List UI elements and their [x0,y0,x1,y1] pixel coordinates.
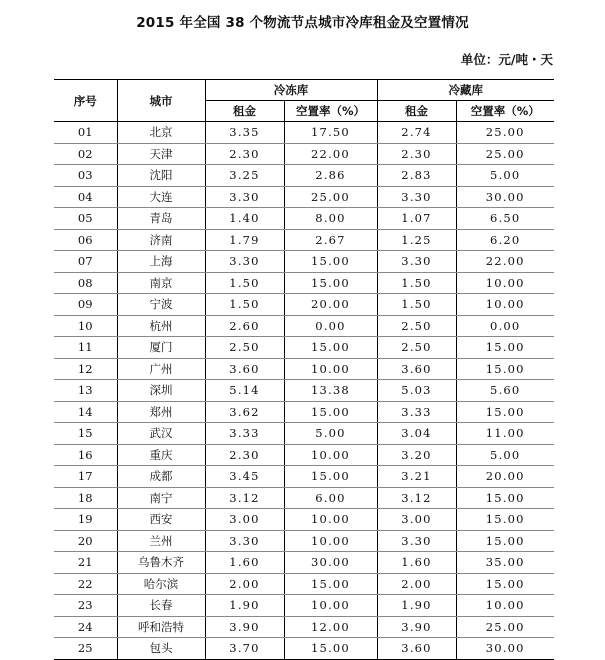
cell-chilled-rent: 3.60 [377,358,456,380]
cell-frozen-rent: 3.30 [205,251,284,273]
cell-city: 上海 [117,251,205,273]
table-row [54,509,554,531]
cell-city: 南宁 [117,487,205,509]
table-row [54,251,554,273]
table-body [54,122,554,660]
cell-frozen-vacancy: 6.00 [284,487,377,509]
cell-frozen-rent: 3.12 [205,487,284,509]
cell-seq: 17 [54,466,117,488]
cell-seq: 03 [54,165,117,187]
cell-frozen-vacancy: 13.38 [284,380,377,402]
cell-seq: 21 [54,552,117,574]
header-seq: 序号 [54,80,117,122]
cell-seq: 11 [54,337,117,359]
cell-chilled-rent: 3.04 [377,423,456,445]
cell-chilled-rent: 3.60 [377,638,456,660]
cell-frozen-vacancy: 15.00 [284,401,377,423]
cell-frozen-vacancy: 12.00 [284,616,377,638]
cell-frozen-vacancy: 20.00 [284,294,377,316]
cell-frozen-vacancy: 8.00 [284,208,377,230]
cell-frozen-rent: 1.50 [205,272,284,294]
table-row [54,165,554,187]
unit-label: 单位：元/吨・天 [460,52,553,67]
cell-chilled-vacancy: 25.00 [456,616,554,638]
cell-chilled-vacancy: 15.00 [456,573,554,595]
table-row [54,530,554,552]
cell-frozen-rent: 3.00 [205,509,284,531]
cell-seq: 23 [54,595,117,617]
cell-chilled-rent: 3.90 [377,616,456,638]
cell-frozen-vacancy: 2.67 [284,229,377,251]
header-chilled: 冷藏库 [377,80,554,101]
table-row [54,380,554,402]
cell-chilled-rent: 3.30 [377,251,456,273]
cell-chilled-rent: 3.21 [377,466,456,488]
cell-frozen-rent: 3.90 [205,616,284,638]
cell-frozen-rent: 3.30 [205,186,284,208]
cell-chilled-rent: 3.12 [377,487,456,509]
cell-chilled-rent: 2.00 [377,573,456,595]
cell-frozen-vacancy: 17.50 [284,122,377,144]
cell-frozen-vacancy: 5.00 [284,423,377,445]
cell-frozen-rent: 3.45 [205,466,284,488]
cell-frozen-rent: 2.30 [205,143,284,165]
cell-seq: 01 [54,122,117,144]
table-row [54,294,554,316]
cell-chilled-vacancy: 15.00 [456,401,554,423]
cell-frozen-rent: 5.14 [205,380,284,402]
table-row [54,208,554,230]
cell-city: 大连 [117,186,205,208]
cell-city: 成都 [117,466,205,488]
table-row [54,616,554,638]
cell-frozen-vacancy: 15.00 [284,272,377,294]
cell-chilled-rent: 1.90 [377,595,456,617]
table-row [54,143,554,165]
cell-frozen-vacancy: 10.00 [284,530,377,552]
cell-frozen-rent: 2.00 [205,573,284,595]
cell-city: 包头 [117,638,205,660]
table-row [54,423,554,445]
cell-chilled-rent: 2.74 [377,122,456,144]
table-row [54,487,554,509]
cell-frozen-vacancy: 25.00 [284,186,377,208]
cell-seq: 12 [54,358,117,380]
cell-chilled-vacancy: 30.00 [456,638,554,660]
cell-frozen-vacancy: 15.00 [284,337,377,359]
cell-seq: 08 [54,272,117,294]
table-row [54,552,554,574]
cell-city: 宁波 [117,294,205,316]
cell-chilled-rent: 5.03 [377,380,456,402]
header-frozen: 冷冻库 [205,80,377,101]
header-city: 城市 [117,80,205,122]
header-chilled-vacancy: 空置率（%） [456,101,554,122]
cell-city: 南京 [117,272,205,294]
cell-chilled-vacancy: 5.00 [456,165,554,187]
cell-city: 西安 [117,509,205,531]
cell-frozen-vacancy: 0.00 [284,315,377,337]
table-row [54,466,554,488]
cell-city: 厦门 [117,337,205,359]
cell-city: 呼和浩特 [117,616,205,638]
cell-seq: 06 [54,229,117,251]
cell-frozen-rent: 3.60 [205,358,284,380]
cell-frozen-rent: 1.79 [205,229,284,251]
table-row [54,358,554,380]
cell-chilled-vacancy: 11.00 [456,423,554,445]
cell-frozen-vacancy: 10.00 [284,595,377,617]
cell-chilled-vacancy: 0.00 [456,315,554,337]
table-row [54,638,554,660]
table-row [54,229,554,251]
cell-city: 郑州 [117,401,205,423]
cell-city: 重庆 [117,444,205,466]
cell-seq: 07 [54,251,117,273]
cell-chilled-vacancy: 6.50 [456,208,554,230]
cell-chilled-vacancy: 10.00 [456,294,554,316]
cell-chilled-vacancy: 15.00 [456,337,554,359]
cell-frozen-rent: 2.50 [205,337,284,359]
cell-city: 杭州 [117,315,205,337]
table-row [54,401,554,423]
cell-chilled-rent: 2.50 [377,315,456,337]
cell-frozen-rent: 3.30 [205,530,284,552]
cell-chilled-rent: 2.83 [377,165,456,187]
cell-frozen-vacancy: 15.00 [284,251,377,273]
cell-city: 兰州 [117,530,205,552]
cell-frozen-vacancy: 10.00 [284,444,377,466]
cell-chilled-rent: 3.20 [377,444,456,466]
cell-chilled-vacancy: 15.00 [456,509,554,531]
rent-vacancy-table [54,79,554,660]
table-row [54,444,554,466]
cell-frozen-vacancy: 22.00 [284,143,377,165]
cell-city: 深圳 [117,380,205,402]
cell-chilled-vacancy: 15.00 [456,487,554,509]
cell-frozen-rent: 3.70 [205,638,284,660]
cell-frozen-vacancy: 30.00 [284,552,377,574]
table-row [54,595,554,617]
cell-seq: 16 [54,444,117,466]
cell-chilled-vacancy: 5.00 [456,444,554,466]
cell-chilled-rent: 1.07 [377,208,456,230]
cell-chilled-vacancy: 10.00 [456,272,554,294]
cell-seq: 05 [54,208,117,230]
cell-chilled-vacancy: 10.00 [456,595,554,617]
cell-chilled-rent: 1.60 [377,552,456,574]
table-row [54,573,554,595]
cell-seq: 15 [54,423,117,445]
cell-chilled-rent: 1.50 [377,272,456,294]
cell-seq: 18 [54,487,117,509]
cell-seq: 13 [54,380,117,402]
cell-frozen-vacancy: 10.00 [284,509,377,531]
cell-frozen-vacancy: 15.00 [284,466,377,488]
cell-chilled-vacancy: 6.20 [456,229,554,251]
header-chilled-rent: 租金 [377,101,456,122]
cell-chilled-rent: 1.50 [377,294,456,316]
cell-seq: 20 [54,530,117,552]
cell-frozen-rent: 1.40 [205,208,284,230]
cell-frozen-rent: 1.60 [205,552,284,574]
cell-seq: 10 [54,315,117,337]
table-row [54,315,554,337]
cell-city: 北京 [117,122,205,144]
cell-chilled-vacancy: 22.00 [456,251,554,273]
cell-chilled-rent: 3.00 [377,509,456,531]
cell-chilled-vacancy: 30.00 [456,186,554,208]
cell-frozen-rent: 3.33 [205,423,284,445]
cell-seq: 02 [54,143,117,165]
cell-chilled-rent: 2.50 [377,337,456,359]
cell-city: 哈尔滨 [117,573,205,595]
cell-chilled-vacancy: 35.00 [456,552,554,574]
cell-seq: 04 [54,186,117,208]
cell-city: 沈阳 [117,165,205,187]
cell-chilled-rent: 2.30 [377,143,456,165]
cell-frozen-rent: 1.50 [205,294,284,316]
table-row [54,337,554,359]
cell-chilled-vacancy: 15.00 [456,530,554,552]
cell-city: 天津 [117,143,205,165]
document-title: 2015 年全国 38 个物流节点城市冷库租金及空置情况 [136,15,469,31]
cell-chilled-vacancy: 5.60 [456,380,554,402]
cell-seq: 09 [54,294,117,316]
cell-seq: 24 [54,616,117,638]
cell-frozen-rent: 3.35 [205,122,284,144]
cell-city: 青岛 [117,208,205,230]
cell-frozen-rent: 1.90 [205,595,284,617]
cell-city: 乌鲁木齐 [117,552,205,574]
cell-seq: 25 [54,638,117,660]
cell-seq: 14 [54,401,117,423]
cell-chilled-rent: 3.33 [377,401,456,423]
header-frozen-rent: 租金 [205,101,284,122]
cell-chilled-vacancy: 15.00 [456,358,554,380]
cell-frozen-rent: 2.30 [205,444,284,466]
cell-frozen-rent: 3.25 [205,165,284,187]
cell-seq: 19 [54,509,117,531]
table-row [54,272,554,294]
cell-frozen-vacancy: 2.86 [284,165,377,187]
cell-chilled-vacancy: 20.00 [456,466,554,488]
cell-frozen-rent: 3.62 [205,401,284,423]
cell-frozen-vacancy: 15.00 [284,573,377,595]
cell-frozen-vacancy: 10.00 [284,358,377,380]
cell-city: 济南 [117,229,205,251]
cell-chilled-vacancy: 25.00 [456,122,554,144]
cell-chilled-rent: 1.25 [377,229,456,251]
table-row [54,122,554,144]
cell-city: 武汉 [117,423,205,445]
cell-chilled-rent: 3.30 [377,186,456,208]
header-frozen-vacancy: 空置率（%） [284,101,377,122]
cell-chilled-rent: 3.30 [377,530,456,552]
cell-city: 广州 [117,358,205,380]
table-row [54,186,554,208]
cell-frozen-vacancy: 15.00 [284,638,377,660]
cell-city: 长春 [117,595,205,617]
cell-frozen-rent: 2.60 [205,315,284,337]
cell-chilled-vacancy: 25.00 [456,143,554,165]
cell-seq: 22 [54,573,117,595]
